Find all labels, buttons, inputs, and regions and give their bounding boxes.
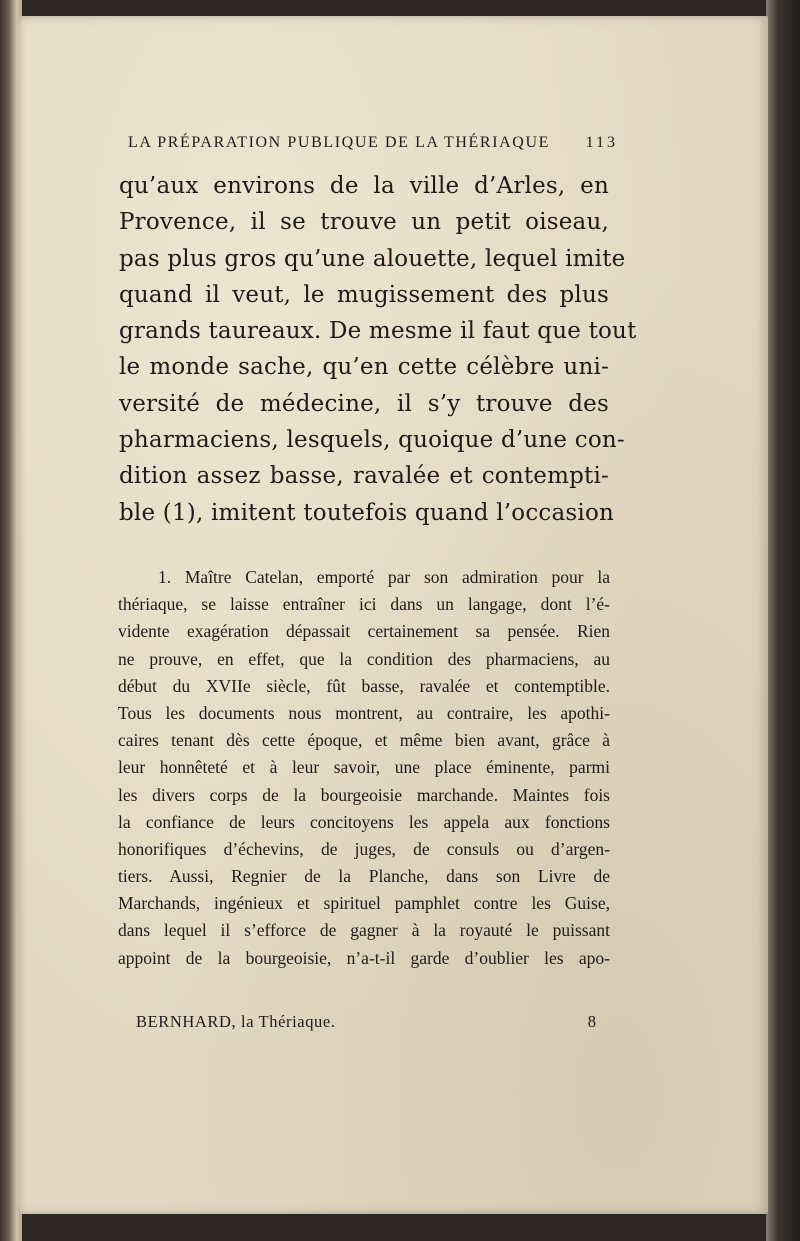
footnote-line: dans lequel il s’efforce de gagner à la royauté le puissant <box>118 920 610 941</box>
main-text <box>119 168 637 531</box>
text-line: pharmaciens, lesquels, quoique d’une con- <box>119 427 625 454</box>
text-line: ble (1), imitent toutefois quand l’occasion <box>119 499 615 526</box>
footnote-line: Marchands, ingénieux et spirituel pamphlet contre les Guise, <box>118 893 610 914</box>
text-line: versité de médecine, il s’y trouve des <box>119 390 609 417</box>
footnote-line: appoint de la bourgeoisie, n’a-t-il garde d’oublier les apo- <box>118 947 610 968</box>
signature-mark: 8 <box>587 1012 596 1031</box>
text-line: qu’aux environs de la ville d’Arles, en <box>119 173 609 199</box>
text-line: pas plus gros qu’une alouette, lequel imite <box>119 245 626 272</box>
footnote-line: début du XVIIe siècle, fût basse, ravalée et contemptible. <box>118 675 610 696</box>
page-number: 113 <box>585 134 618 151</box>
running-header <box>128 134 618 152</box>
signature-text: BERNHARD, la Thériaque. <box>136 1012 336 1031</box>
footnote-line: la confiance de leurs concitoyens les appela aux fonctions <box>118 811 610 832</box>
page-sheet <box>18 16 768 1214</box>
text-line: dition assez basse, ravalée et contempti- <box>119 463 609 490</box>
footnote-line: honorifiques d’échevins, de juges, de consuls ou d’argen- <box>118 838 610 859</box>
footnote-line: Tous les documents nous montrent, au contraire, les apothi- <box>118 702 610 723</box>
footnote-line: 1. Maître Catelan, emporté par son admiration pour la <box>158 567 610 587</box>
running-title: LA PRÉPARATION PUBLIQUE DE LA THÉRIAQUE <box>128 134 550 151</box>
footnote-line: les divers corps de la bourgeoisie marchande. Maintes fois <box>118 784 610 805</box>
text-line: le monde sache, qu’en cette célèbre uni- <box>119 354 609 381</box>
signature-line <box>136 1012 596 1032</box>
footnote-line: leur honnêteté et à leur savoir, une place éminente, parmi <box>118 757 610 778</box>
footnote-line: caires tenant dès cette époque, et même bien avant, grâce à <box>118 730 610 751</box>
footnote-line: ne prouve, en effet, que la condition des pharmaciens, au <box>118 648 610 669</box>
text-line: grands taureaux. De mesme il faut que tout <box>119 318 637 345</box>
footnote <box>118 564 610 972</box>
page-edge-shadow <box>766 0 800 1241</box>
footnote-line: tiers. Aussi, Regnier de la Planche, dans son Livre de <box>118 866 610 887</box>
text-line: quand il veut, le mugissement des plus <box>119 281 609 308</box>
footnote-line: thériaque, se laisse entraîner ici dans un langage, dont l’é- <box>118 594 610 615</box>
text-line: Provence, il se trouve un petit oiseau, <box>119 209 609 236</box>
footnote-line: vidente exagération dépassait certainement sa pensée. Rien <box>118 621 610 642</box>
